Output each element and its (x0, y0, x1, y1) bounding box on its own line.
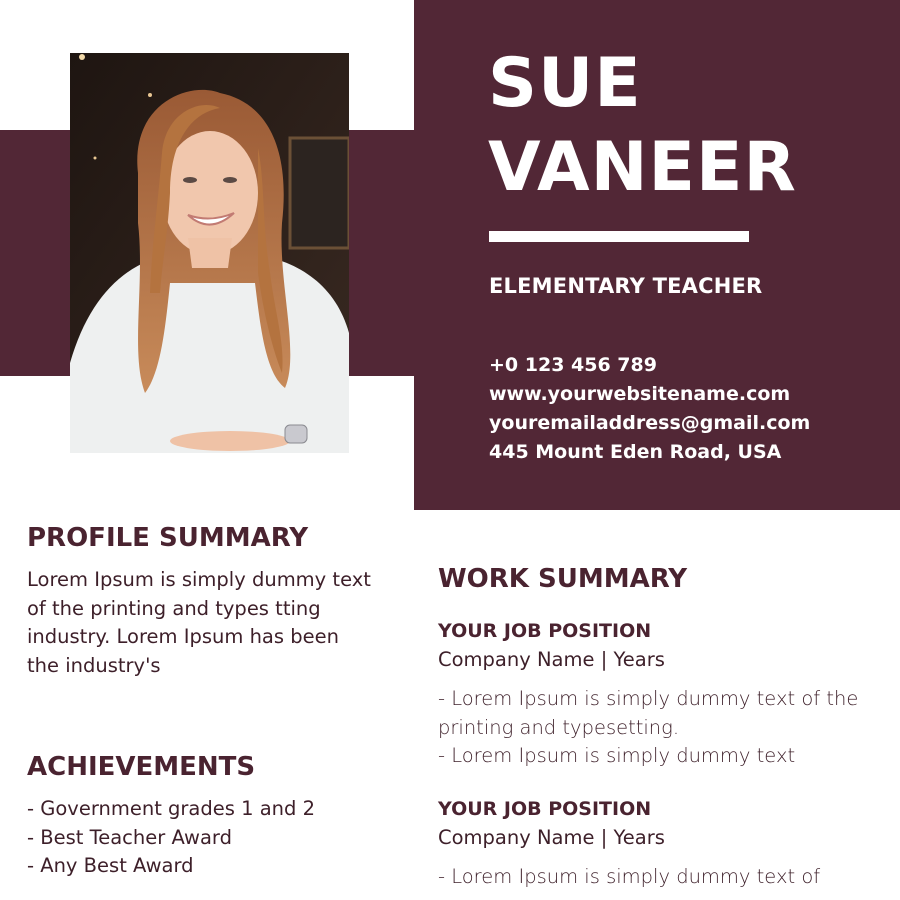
achievement-item: - Any Best Award (27, 854, 194, 878)
contact-address: 445 Mount Eden Road, USA (489, 441, 782, 463)
job-position: YOUR JOB POSITION (438, 798, 652, 821)
job-entry (438, 795, 878, 892)
profile-summary-section (27, 522, 397, 681)
work-summary-title: WORK SUMMARY (438, 564, 688, 594)
contact-email: youremailaddress@gmail.com (489, 412, 811, 434)
achievement-item: - Best Teacher Award (27, 825, 232, 849)
candidate-name (488, 42, 797, 210)
job-bullets (438, 863, 878, 892)
achievement-item: - Government grades 1 and 2 (27, 797, 316, 820)
profile-summary-title: PROFILE SUMMARY (27, 523, 309, 553)
job-company: Company Name | Years (438, 648, 665, 671)
contact-phone: +0 123 456 789 (489, 354, 657, 376)
job-bullets (438, 685, 878, 771)
achievements-section (27, 751, 397, 881)
job-position: YOUR JOB POSITION (438, 620, 652, 642)
work-summary-section (438, 563, 878, 892)
job-entry (438, 617, 878, 771)
name-divider (489, 231, 749, 242)
job-bullet: - Lorem Ipsum is simply dummy text of the printing and typesetting. (438, 687, 859, 739)
job-bullet: - Lorem Ipsum is simply dummy text (438, 744, 796, 768)
achievements-list (27, 795, 397, 881)
job-bullet: - Lorem Ipsum is simply dummy text of (438, 865, 821, 889)
first-name: SUE (488, 44, 642, 123)
contact-list (489, 351, 810, 467)
last-name: VANEER (488, 128, 797, 207)
achievements-title: ACHIEVEMENTS (27, 752, 256, 782)
profile-summary-text: Lorem Ipsum is simply dummy text of the printing and types tting industry. Lorem Ipsum has been the industry's (27, 568, 371, 678)
job-role: ELEMENTARY TEACHER (489, 274, 763, 298)
portrait-photo (70, 53, 349, 453)
contact-website: www.yourwebsitename.com (489, 383, 791, 405)
portrait-image (70, 53, 349, 453)
job-company: Company Name | Years (438, 826, 665, 850)
